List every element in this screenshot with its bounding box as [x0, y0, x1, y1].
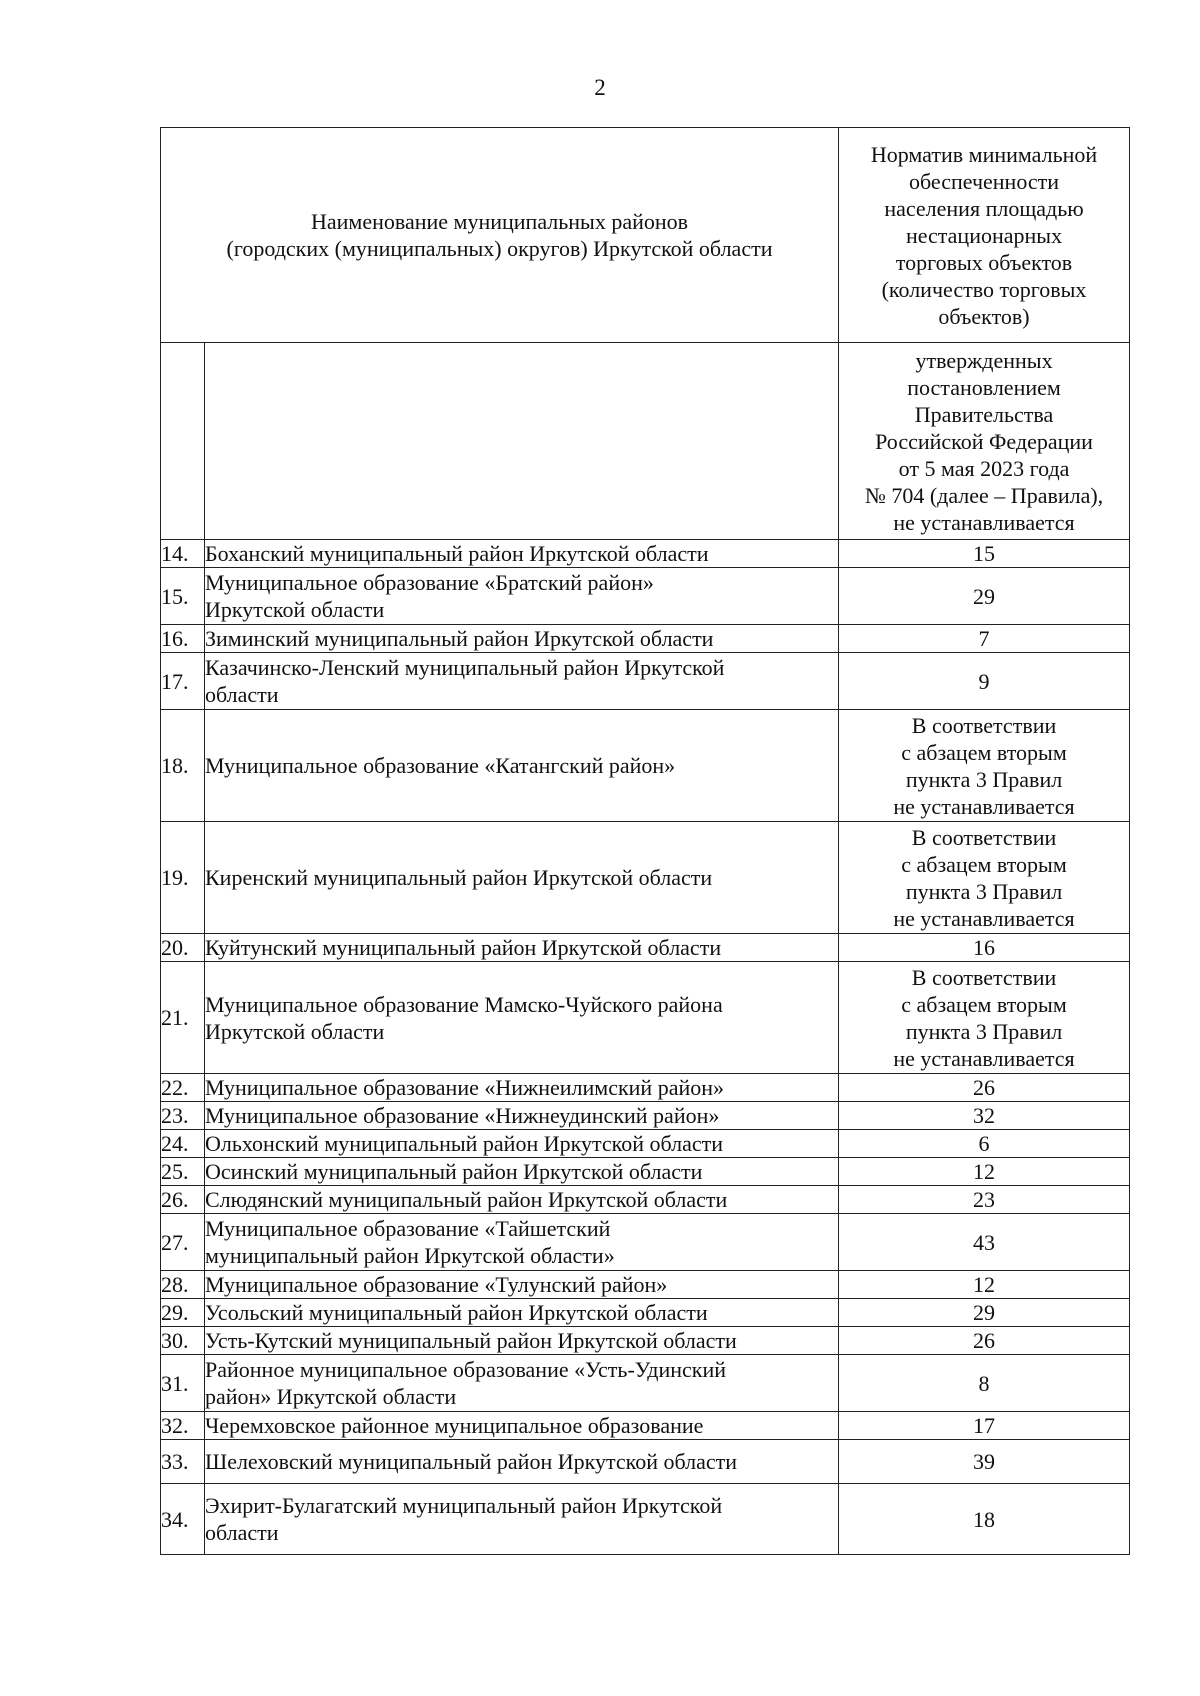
row-name: Муниципальное образование «Тайшетский муниципальный район Иркутской области» [205, 1214, 839, 1271]
row-value: 39 [839, 1440, 1130, 1484]
table-row [161, 1412, 1130, 1440]
row-number: 27. [161, 1214, 205, 1271]
row-name: Ольхонский муниципальный район Иркутской области [205, 1130, 839, 1158]
row-number: 18. [161, 710, 205, 822]
row-value: 16 [839, 934, 1130, 962]
blank-cell [205, 343, 839, 540]
row-number: 19. [161, 822, 205, 934]
row-name: Муниципальное образование «Нижнеудинский район» [205, 1102, 839, 1130]
row-name: Зиминский муниципальный район Иркутской области [205, 625, 839, 653]
row-name: Муниципальное образование Мамско-Чуйского района Иркутской области [205, 962, 839, 1074]
row-value: 12 [839, 1271, 1130, 1299]
row-value: 43 [839, 1214, 1130, 1271]
row-value: 29 [839, 568, 1130, 625]
table-row [161, 1271, 1130, 1299]
table-row [161, 1440, 1130, 1484]
row-value: 18 [839, 1484, 1130, 1555]
table-row [161, 653, 1130, 710]
row-name: Муниципальное образование «Братский район» Иркутской области [205, 568, 839, 625]
row-value: В соответствии с абзацем вторым пункта 3 Правил не устанавливается [839, 962, 1130, 1074]
row-value: 9 [839, 653, 1130, 710]
row-number: 16. [161, 625, 205, 653]
row-value: 32 [839, 1102, 1130, 1130]
row-name: Районное муниципальное образование «Усть-Удинский район» Иркутской области [205, 1355, 839, 1412]
row-name: Муниципальное образование «Тулунский район» [205, 1271, 839, 1299]
table-row [161, 934, 1130, 962]
row-name: Усольский муниципальный район Иркутской области [205, 1299, 839, 1327]
row-number: 29. [161, 1299, 205, 1327]
row-number: 31. [161, 1355, 205, 1412]
table-row [161, 1186, 1130, 1214]
table-row [161, 568, 1130, 625]
row-value: 7 [839, 625, 1130, 653]
continuation-text: утвержденных постановлением Правительства Российской Федерации от 5 мая 2023 года № 704 (далее – Правила), не устанавливается [839, 343, 1130, 540]
row-name: Шелеховский муниципальный район Иркутской области [205, 1440, 839, 1484]
row-name: Осинский муниципальный район Иркутской области [205, 1158, 839, 1186]
row-number: 34. [161, 1484, 205, 1555]
table-row [161, 1355, 1130, 1412]
row-name: Муниципальное образование «Нижнеилимский район» [205, 1074, 839, 1102]
table-row [161, 822, 1130, 934]
row-number: 15. [161, 568, 205, 625]
table-row [161, 1299, 1130, 1327]
row-number: 20. [161, 934, 205, 962]
table-row [161, 1158, 1130, 1186]
row-name: Киренский муниципальный район Иркутской области [205, 822, 839, 934]
row-value: 15 [839, 540, 1130, 568]
continuation-row [161, 343, 1130, 540]
table-row [161, 625, 1130, 653]
header-value-column: Норматив минимальной обеспеченности населения площадью нестационарных торговых объектов (количество торговых объектов) [839, 128, 1130, 343]
row-number: 24. [161, 1130, 205, 1158]
row-name: Муниципальное образование «Катангский район» [205, 710, 839, 822]
table-row [161, 1214, 1130, 1271]
table-row [161, 1484, 1130, 1555]
table-row [161, 962, 1130, 1074]
table-row [161, 1102, 1130, 1130]
row-number: 25. [161, 1158, 205, 1186]
row-number: 28. [161, 1271, 205, 1299]
row-value: В соответствии с абзацем вторым пункта 3 Правил не устанавливается [839, 710, 1130, 822]
row-number: 21. [161, 962, 205, 1074]
row-number: 33. [161, 1440, 205, 1484]
table-row [161, 1130, 1130, 1158]
row-name: Эхирит-Булагатский муниципальный район Иркутской области [205, 1484, 839, 1555]
row-value: 17 [839, 1412, 1130, 1440]
row-value: 26 [839, 1074, 1130, 1102]
row-name: Казачинско-Ленский муниципальный район Иркутской области [205, 653, 839, 710]
row-value: В соответствии с абзацем вторым пункта 3 Правил не устанавливается [839, 822, 1130, 934]
row-name: Черемховское районное муниципальное образование [205, 1412, 839, 1440]
row-number: 22. [161, 1074, 205, 1102]
row-value: 23 [839, 1186, 1130, 1214]
row-number: 26. [161, 1186, 205, 1214]
row-value: 26 [839, 1327, 1130, 1355]
row-name: Усть-Кутский муниципальный район Иркутской области [205, 1327, 839, 1355]
blank-cell [161, 343, 205, 540]
table-header-row [161, 128, 1130, 343]
table-row [161, 540, 1130, 568]
row-name: Боханский муниципальный район Иркутской области [205, 540, 839, 568]
row-number: 23. [161, 1102, 205, 1130]
table-row [161, 1327, 1130, 1355]
row-value: 8 [839, 1355, 1130, 1412]
row-number: 30. [161, 1327, 205, 1355]
row-value: 6 [839, 1130, 1130, 1158]
row-number: 17. [161, 653, 205, 710]
row-value: 12 [839, 1158, 1130, 1186]
table-row [161, 1074, 1130, 1102]
row-value: 29 [839, 1299, 1130, 1327]
table-row [161, 710, 1130, 822]
normative-table [160, 127, 1130, 1555]
page-number: 2 [594, 75, 606, 100]
header-name-column: Наименование муниципальных районов (городских (муниципальных) округов) Иркутской области [161, 128, 839, 343]
row-name: Слюдянский муниципальный район Иркутской области [205, 1186, 839, 1214]
row-number: 14. [161, 540, 205, 568]
row-number: 32. [161, 1412, 205, 1440]
row-name: Куйтунский муниципальный район Иркутской области [205, 934, 839, 962]
